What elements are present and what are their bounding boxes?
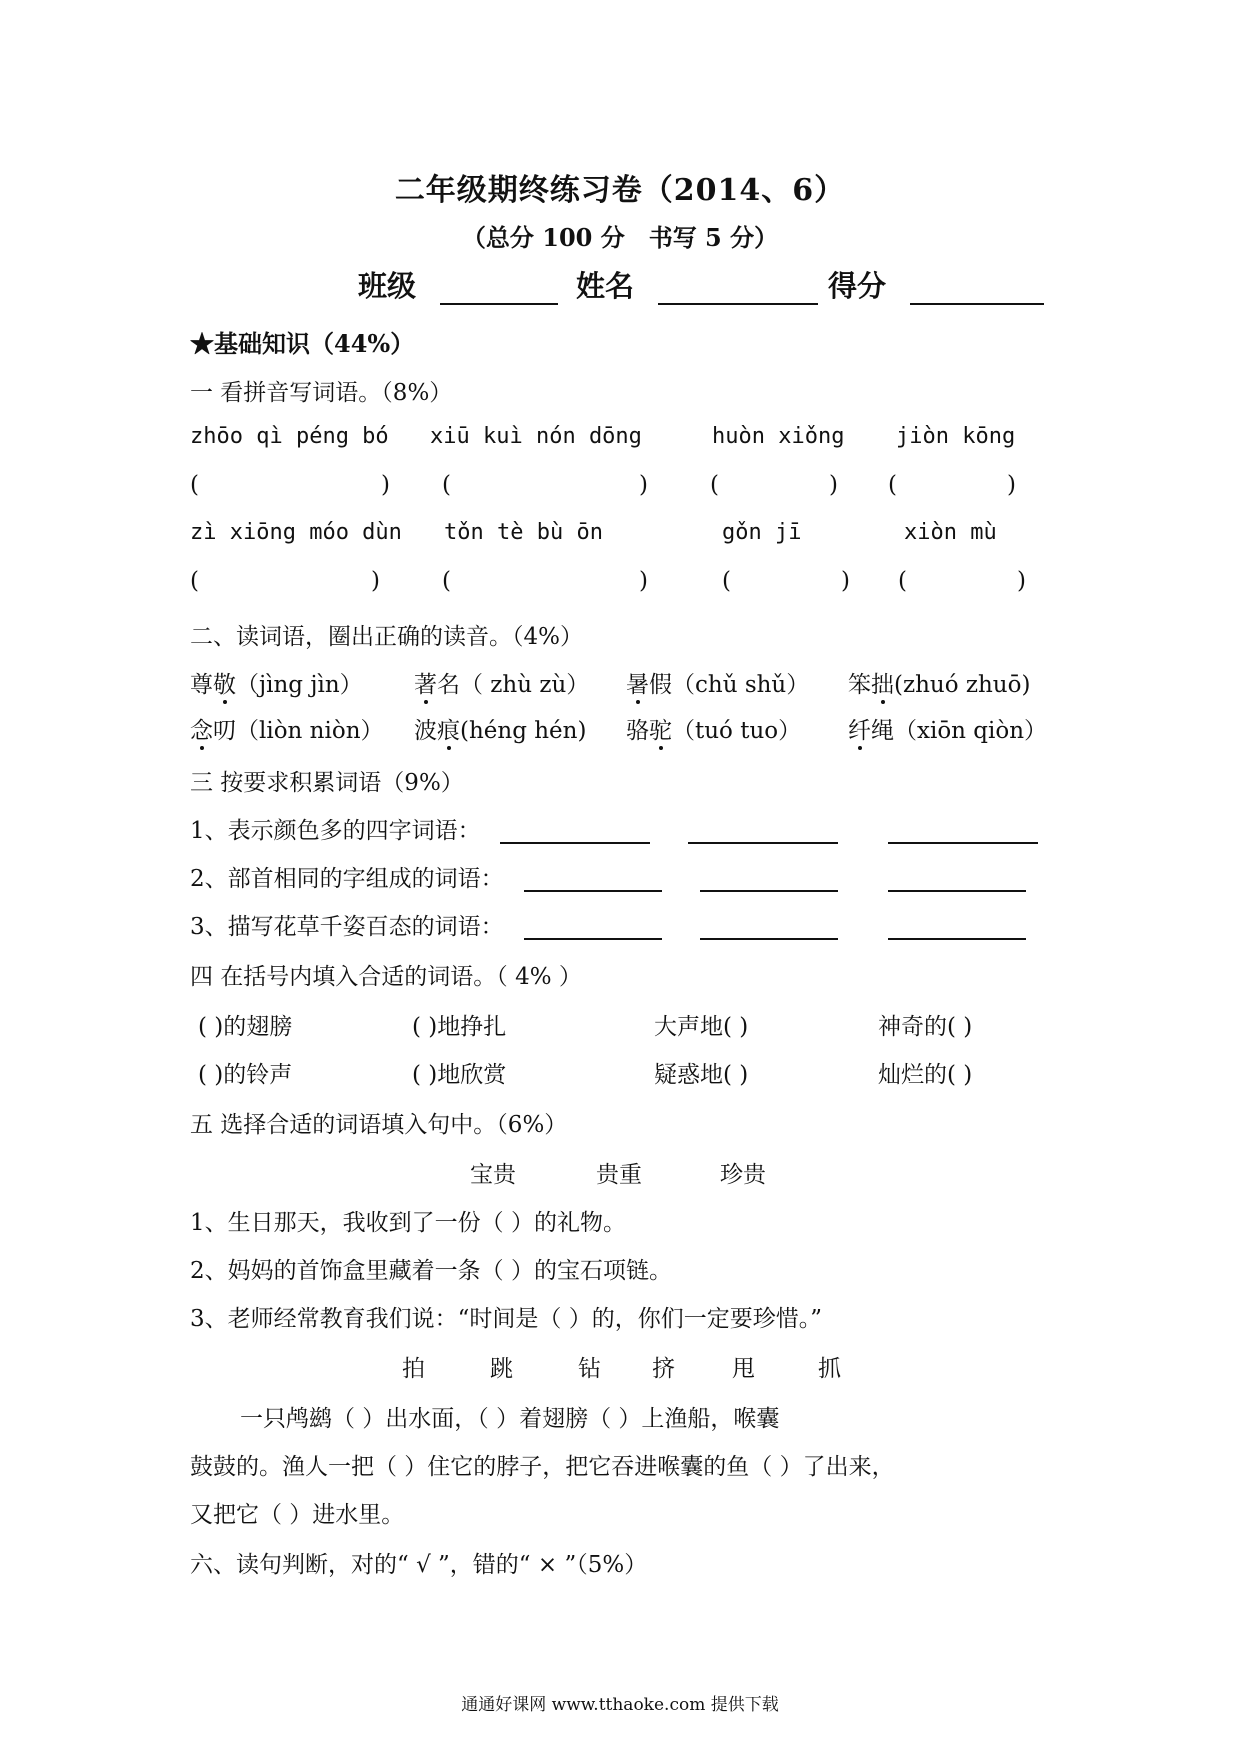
- pinyin-item: gǒn jī: [722, 520, 802, 545]
- accumulate-item-2: 2、部首相同的字组成的词语：: [190, 866, 504, 892]
- word-option: 跳: [490, 1356, 513, 1382]
- reading-item[interactable]: [848, 666, 1030, 699]
- answer-box[interactable]: ( ): [898, 568, 1026, 594]
- name-label: 姓名: [576, 269, 635, 303]
- answer-box[interactable]: ( ): [722, 568, 850, 594]
- word-char: 暑: [626, 672, 649, 698]
- class-label: 班级: [358, 269, 417, 303]
- answer-line[interactable]: [524, 908, 662, 940]
- word-char: 绳: [871, 718, 894, 744]
- pinyin-options[interactable]: (zhuó zhuō): [894, 672, 1031, 698]
- name-blank[interactable]: [658, 303, 818, 305]
- sentence-1: 1、生日那天，我收到了一份（ ）的礼物。: [190, 1210, 626, 1236]
- section4-heading: 四 在括号内填入合适的词语。（ 4% ）: [190, 964, 582, 990]
- pinyin-item: zhōo qì péng bó: [190, 424, 389, 449]
- answer-line[interactable]: [888, 812, 1038, 844]
- answer-line[interactable]: [524, 860, 662, 892]
- word-char: 假: [649, 672, 672, 698]
- reading-item[interactable]: [190, 666, 363, 699]
- word-char: 叨: [213, 718, 236, 744]
- fill-item[interactable]: ( )地挣扎: [412, 1014, 507, 1040]
- pinyin-item: huòn xiǒng: [712, 424, 845, 449]
- section5-heading: 五 选择合适的词语填入句中。（6%）: [190, 1112, 568, 1138]
- word-option: 钻: [578, 1356, 601, 1382]
- page-footer: 通通好课网 www.tthaoke.com 提供下载: [461, 1695, 779, 1715]
- fill-item[interactable]: 疑惑地( ): [654, 1062, 749, 1088]
- word-char: 痕: [437, 718, 460, 744]
- pinyin-options[interactable]: （ zhù zù）: [460, 672, 590, 698]
- page-subtitle: （总分 100 分 书写 5 分）: [461, 223, 779, 252]
- basics-heading: ★基础知识（44%）: [190, 329, 415, 358]
- fill-item[interactable]: 大声地( ): [654, 1014, 749, 1040]
- pinyin-options[interactable]: （chǔ shǔ）: [672, 672, 810, 698]
- paragraph-line: 鼓鼓的。渔人一把（ ）住它的脖子，把它吞进喉囊的鱼（ ）了出来，: [190, 1454, 895, 1480]
- word-char: 念: [190, 718, 213, 744]
- reading-item[interactable]: [626, 666, 809, 699]
- score-label: 得分: [828, 269, 887, 303]
- word-option: 挤: [652, 1356, 675, 1382]
- score-blank[interactable]: [910, 303, 1044, 305]
- class-field: [358, 264, 558, 305]
- fill-item[interactable]: ( )的铃声: [198, 1062, 293, 1088]
- pinyin-options[interactable]: （xiōn qiòn）: [894, 718, 1048, 744]
- score-field: [828, 264, 1044, 305]
- answer-line[interactable]: [888, 908, 1026, 940]
- pinyin-item: jiòn kōng: [896, 424, 1016, 449]
- fill-item[interactable]: ( )地欣赏: [412, 1062, 507, 1088]
- pinyin-options[interactable]: (héng hén): [460, 718, 587, 744]
- answer-box[interactable]: ( ): [710, 472, 838, 498]
- answer-line[interactable]: [700, 860, 838, 892]
- answer-line[interactable]: [500, 812, 650, 844]
- sentence-2: 2、妈妈的首饰盒里藏着一条（ ）的宝石项链。: [190, 1258, 672, 1284]
- word-option: 宝贵: [470, 1162, 516, 1188]
- word-char: 著: [414, 672, 437, 698]
- sentence-3: 3、老师经常教育我们说：“时间是（ ）的，你们一定要珍惜。”: [190, 1306, 822, 1332]
- pinyin-options[interactable]: （liòn niòn）: [236, 718, 384, 744]
- section6-heading: 六、读句判断，对的“ √ ”，错的“ × ”（5%）: [190, 1552, 648, 1578]
- word-char: 名: [437, 672, 460, 698]
- fill-item[interactable]: ( )的翅膀: [198, 1014, 293, 1040]
- reading-item[interactable]: [414, 666, 589, 699]
- pinyin-options[interactable]: （tuó tuo）: [672, 718, 802, 744]
- answer-box[interactable]: ( ): [888, 472, 1016, 498]
- fill-item[interactable]: 神奇的( ): [878, 1014, 973, 1040]
- reading-item[interactable]: [414, 712, 586, 745]
- paragraph-line: 又把它（ ）进水里。: [190, 1502, 405, 1528]
- pinyin-item: xiòn mù: [904, 520, 997, 545]
- class-blank[interactable]: [440, 303, 558, 305]
- fill-item[interactable]: 灿烂的( ): [878, 1062, 973, 1088]
- answer-box[interactable]: ( ): [190, 568, 380, 594]
- reading-item[interactable]: [626, 712, 801, 745]
- word-option: 抓: [818, 1356, 841, 1382]
- pinyin-item: zì xiōng móo dùn: [190, 520, 402, 545]
- section3-heading: 三 按要求积累词语（9%）: [190, 770, 464, 796]
- section1-heading: 一 看拼音写词语。（8%）: [190, 380, 453, 406]
- pinyin-options[interactable]: （jìng jìn）: [236, 672, 363, 698]
- word-char: 笨: [848, 672, 871, 698]
- answer-box[interactable]: ( ): [190, 472, 390, 498]
- word-char: 纤: [848, 718, 871, 744]
- section2-heading: 二、读词语，圈出正确的读音。（4%）: [190, 624, 583, 650]
- answer-line[interactable]: [888, 860, 1026, 892]
- accumulate-item-3: 3、描写花草千姿百态的词语：: [190, 914, 504, 940]
- pinyin-item: tǒn tè bù ōn: [444, 520, 603, 545]
- word-char: 波: [414, 718, 437, 744]
- answer-line[interactable]: [700, 908, 838, 940]
- answer-line[interactable]: [688, 812, 838, 844]
- word-char: 骆: [626, 718, 649, 744]
- word-option: 珍贵: [720, 1162, 766, 1188]
- name-field: [576, 264, 818, 305]
- answer-box[interactable]: ( ): [442, 568, 648, 594]
- answer-box[interactable]: ( ): [442, 472, 648, 498]
- word-char: 驼: [649, 718, 672, 744]
- word-option: 甩: [732, 1356, 755, 1382]
- word-option: 贵重: [596, 1162, 642, 1188]
- reading-item[interactable]: [848, 712, 1047, 745]
- word-char: 尊: [190, 672, 213, 698]
- paragraph-line: 一只鸬鹚（ ）出水面，（ ）着翅膀（ ）上渔船，喉囊: [240, 1406, 780, 1432]
- page-title: 二年级期终练习卷（2014、6）: [394, 173, 846, 208]
- accumulate-item-1: 1、表示颜色多的四字词语：: [190, 818, 481, 844]
- word-char: 拙: [871, 672, 894, 698]
- pinyin-item: xiū kuì nón dōng: [430, 424, 642, 449]
- word-option: 拍: [402, 1356, 425, 1382]
- word-char: 敬: [213, 672, 236, 698]
- reading-item[interactable]: [190, 712, 384, 745]
